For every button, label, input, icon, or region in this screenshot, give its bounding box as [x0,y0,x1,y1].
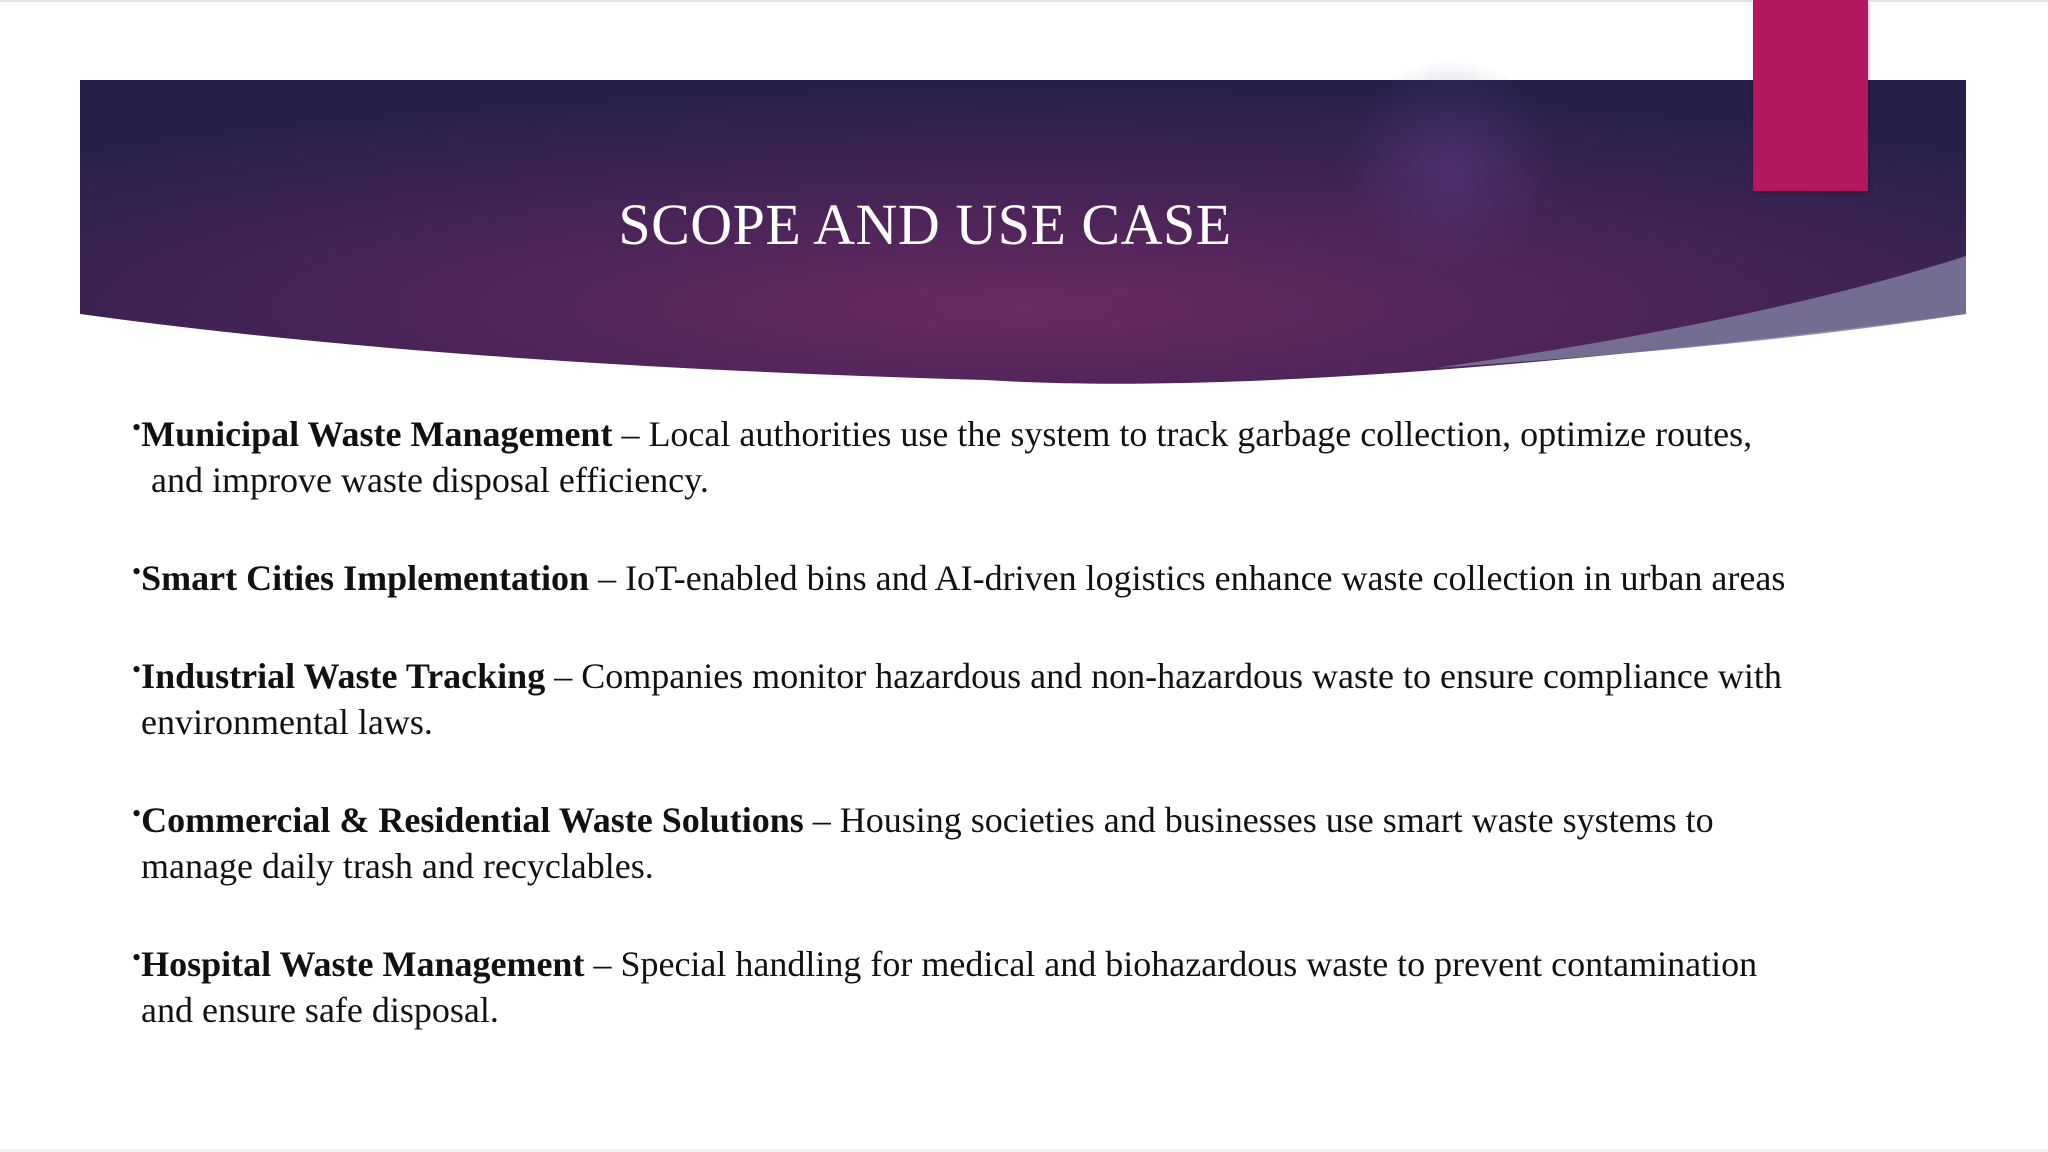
item-term: Smart Cities Implementation [141,558,590,598]
list-item [132,405,1912,503]
list-item [132,935,1912,1033]
bullet-icon: • [132,799,142,828]
item-description-continued: environmental laws. [141,702,433,742]
item-description: – Companies monitor hazardous and non-hazardous waste to ensure compliance with [545,656,1782,696]
item-term: Commercial & Residential Waste Solutions [141,800,804,840]
item-description-continued: manage daily trash and recyclables. [141,846,654,886]
item-term: Hospital Waste Management [141,944,585,984]
bullet-icon: • [132,557,142,586]
list-item [132,647,1912,745]
list-item-line [132,935,1912,987]
list-item-line [132,405,1912,457]
bullet-list [132,405,1912,1079]
list-item [132,549,1912,601]
slide-title: SCOPE AND USE CASE [618,192,1232,257]
list-item-line [132,647,1912,699]
list-item [132,791,1912,889]
bullet-icon: • [132,413,142,442]
bullet-icon: • [132,943,142,972]
item-description: – Special handling for medical and biohazardous waste to prevent contamination [584,944,1758,984]
accent-tab [1753,0,1868,191]
item-description-continued: and ensure safe disposal. [141,990,499,1030]
banner-glow [1340,60,1560,280]
item-description: – IoT-enabled bins and AI-driven logistics enhance waste collection in urban areas [589,558,1786,598]
item-term: Municipal Waste Management [141,414,613,454]
item-term: Industrial Waste Tracking [141,656,546,696]
list-item-line [132,549,1912,601]
list-item-line [132,791,1912,843]
bullet-icon: • [132,655,142,684]
item-description-continued: and improve waste disposal efficiency. [151,460,709,500]
item-description: – Housing societies and businesses use smart waste systems to [803,800,1714,840]
item-description: – Local authorities use the system to track garbage collection, optimize routes, [612,414,1753,454]
